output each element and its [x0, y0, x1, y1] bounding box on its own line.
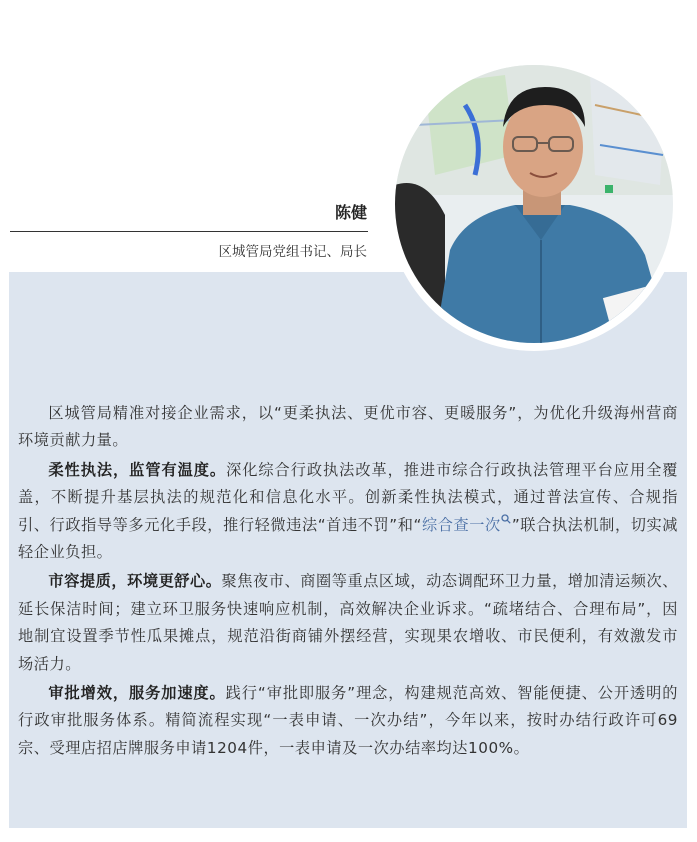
section-heading: 市容提质，环境更舒心。	[48, 572, 222, 591]
section-heading: 柔性执法，监管有温度。	[48, 460, 227, 479]
inspection-link[interactable]: 综合查一次	[421, 515, 501, 534]
search-icon[interactable]	[501, 514, 511, 524]
section-text: 践行“审批即服务”理念，构建规范高效、智能便捷、公开透明的行政审批服务体系。精简流程实现“一表申请、一次办结”，今年以来，按时办结行政许可69宗、受理店招店牌服务申请1204件，一表申请及一次办结率均达100%。	[18, 684, 678, 757]
person-name: 陈健	[334, 203, 367, 222]
section-text: 聚焦夜市、商圈等重点区域，动态调配环卫力量，增加清运频次、延长保洁时间；建立环卫服务快速响应机制，高效解决企业诉求。“疏堵结合、合理布局”，因地制宜设置季节性瓜果摊点，规范沿街商铺外摆经营，实现果农增收、市民便利，有效激发市场活力。	[18, 572, 678, 673]
person-title: 区城管局党组书记、局长	[218, 244, 367, 260]
section-text-end: ”联合执法机制，切实减轻企业负担。	[18, 515, 679, 562]
section-text: 深化综合行政执法改革，推进市综合行政执法管理平台应用全覆盖，不断提升基层执法的规范化和信息化水平。创新柔性执法模式，通过普法宣传、合规指引、行政指导等多元化手段，推行轻微违法“首违不罚”和“	[18, 460, 678, 534]
divider-line	[10, 231, 368, 232]
section-city-appearance	[18, 568, 678, 678]
portrait-illustration	[395, 65, 673, 343]
section-approval	[18, 680, 678, 762]
portrait-frame	[387, 57, 681, 351]
portrait-photo	[395, 65, 673, 343]
article-body	[18, 400, 678, 764]
section-heading: 审批增效，服务加速度。	[48, 684, 226, 703]
section-law-enforcement	[18, 457, 678, 567]
intro-paragraph: 区城管局精准对接企业需求，以“更柔执法、更优市容、更暖服务”，为优化升级海州营商环境贡献力量。	[18, 404, 678, 450]
